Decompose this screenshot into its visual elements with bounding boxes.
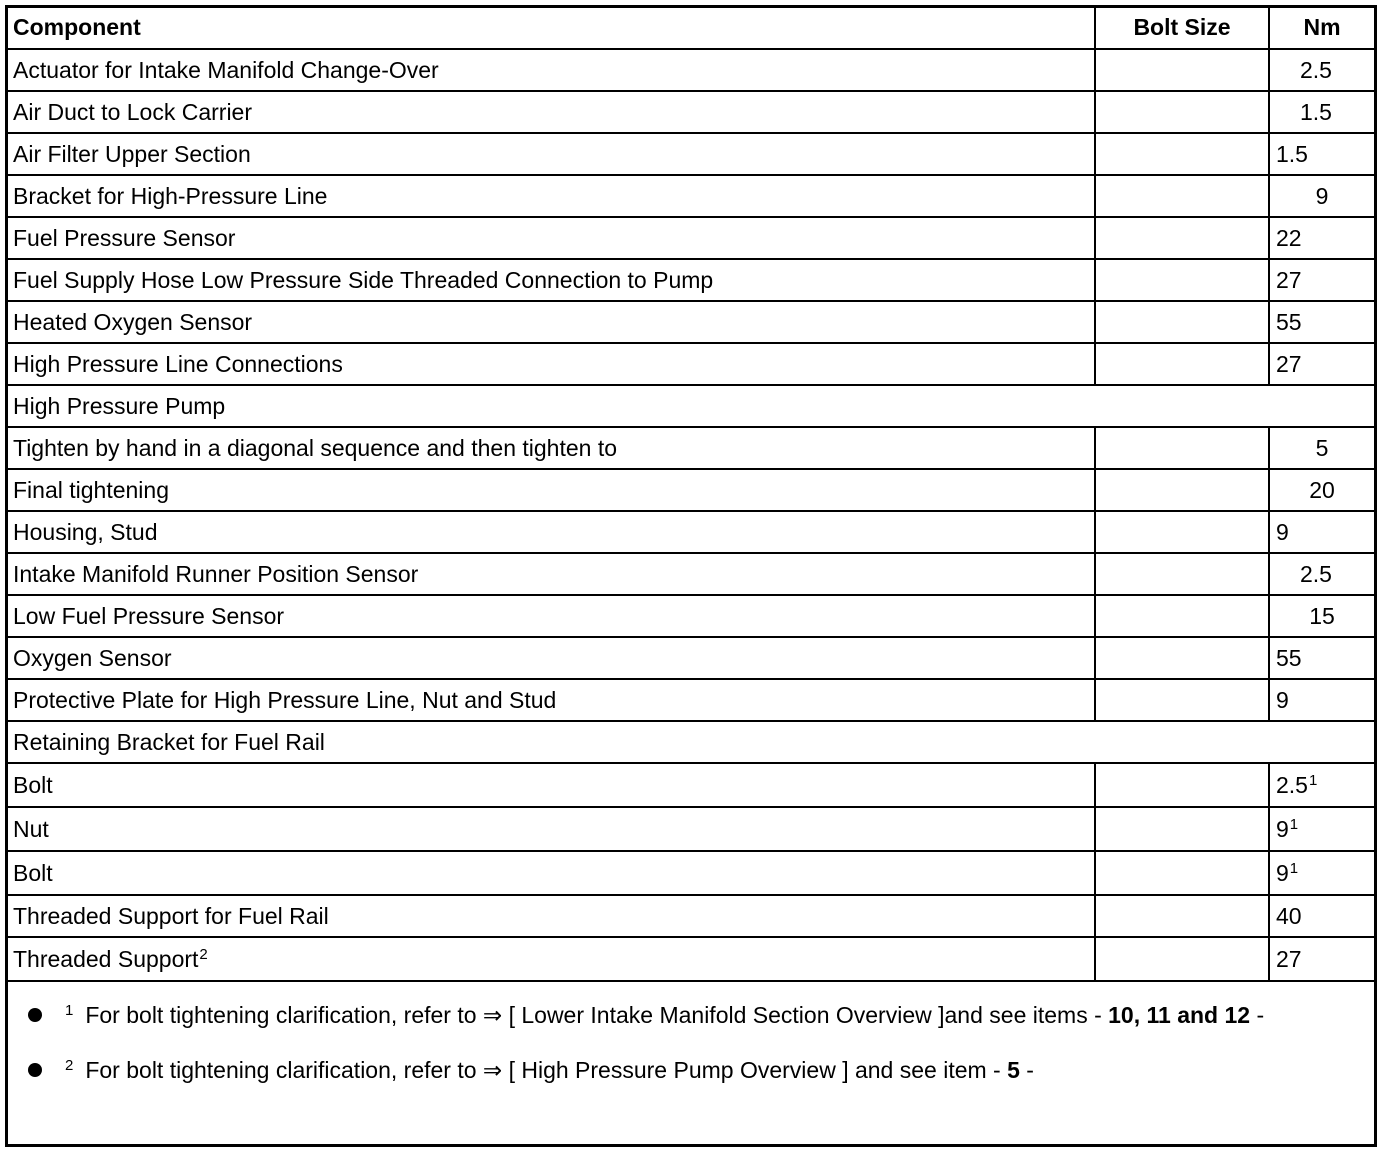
footnote-ref: 1 xyxy=(1289,859,1299,877)
cell-component: Air Filter Upper Section xyxy=(6,133,1095,175)
table-row xyxy=(6,217,1375,259)
header-nm: Nm xyxy=(1269,6,1375,49)
table-row xyxy=(6,133,1375,175)
table-row xyxy=(6,937,1375,981)
cell-component: Fuel Supply Hose Low Pressure Side Threaded Connection to Pump xyxy=(6,259,1095,301)
bullet-icon xyxy=(28,1008,42,1022)
footnote-item xyxy=(8,990,1374,1045)
cell-component xyxy=(6,937,1095,981)
footnote-body: For bolt tightening clarification, refer to ⇒ [ High Pressure Pump Overview ] and see item - xyxy=(85,1057,1008,1083)
footnote-ref: 1 xyxy=(1308,771,1318,789)
cell-bolt-size xyxy=(1095,427,1269,469)
cell-nm: 2.5 xyxy=(1269,49,1375,91)
cell-nm: 2.5 xyxy=(1269,553,1375,595)
table-row xyxy=(6,511,1375,553)
cell-nm: 1.5 xyxy=(1269,91,1375,133)
cell-component: Bracket for High-Pressure Line xyxy=(6,175,1095,217)
cell-bolt-size xyxy=(1095,553,1269,595)
cell-nm: 22 xyxy=(1269,217,1375,259)
cell-bolt-size xyxy=(1095,763,1269,807)
cell-nm: 27 xyxy=(1269,343,1375,385)
component-text: Threaded Support xyxy=(13,945,199,972)
table-row xyxy=(6,343,1375,385)
cell-bolt-size xyxy=(1095,637,1269,679)
cell-component: Oxygen Sensor xyxy=(6,637,1095,679)
cell-component: Tighten by hand in a diagonal sequence and then tighten to xyxy=(6,427,1095,469)
cell-nm xyxy=(1269,851,1375,895)
cell-nm: 15 xyxy=(1269,595,1375,637)
cell-nm: 9 xyxy=(1269,679,1375,721)
cell-bolt-size xyxy=(1095,175,1269,217)
table-row xyxy=(6,595,1375,637)
header-bolt-size: Bolt Size xyxy=(1095,6,1269,49)
nm-value: 2.5 xyxy=(1276,771,1308,798)
table-row xyxy=(6,49,1375,91)
cell-nm xyxy=(1269,807,1375,851)
cell-component: Nut xyxy=(6,807,1095,851)
table-row xyxy=(6,851,1375,895)
table-row xyxy=(6,259,1375,301)
cell-bolt-size xyxy=(1095,49,1269,91)
cell-component: Fuel Pressure Sensor xyxy=(6,217,1095,259)
nm-value: 9 xyxy=(1276,859,1289,886)
cell-bolt-size xyxy=(1095,937,1269,981)
footnote-number: 1 xyxy=(65,1002,74,1019)
cell-nm: 20 xyxy=(1269,469,1375,511)
table-row xyxy=(6,175,1375,217)
cell-nm: 5 xyxy=(1269,427,1375,469)
table-row xyxy=(6,679,1375,721)
table-row xyxy=(6,301,1375,343)
cell-bolt-size xyxy=(1095,259,1269,301)
table-row xyxy=(6,763,1375,807)
table-section-row xyxy=(6,385,1375,427)
torque-spec-table xyxy=(5,5,1376,982)
cell-bolt-size xyxy=(1095,343,1269,385)
table-section-row xyxy=(6,721,1375,763)
cell-component: Housing, Stud xyxy=(6,511,1095,553)
footnote-items: 5 xyxy=(1007,1057,1020,1083)
cell-component: Actuator for Intake Manifold Change-Over xyxy=(6,49,1095,91)
footnote-ref: 1 xyxy=(1289,815,1299,833)
cell-bolt-size xyxy=(1095,301,1269,343)
table-row xyxy=(6,91,1375,133)
header-component: Component xyxy=(6,6,1095,49)
cell-nm: 27 xyxy=(1269,259,1375,301)
cell-component: High Pressure Line Connections xyxy=(6,343,1095,385)
footnote-items: 10, 11 and 12 xyxy=(1108,1002,1251,1028)
table-row xyxy=(6,807,1375,851)
cell-bolt-size xyxy=(1095,679,1269,721)
cell-component: Final tightening xyxy=(6,469,1095,511)
cell-bolt-size xyxy=(1095,469,1269,511)
cell-bolt-size xyxy=(1095,133,1269,175)
cell-bolt-size xyxy=(1095,511,1269,553)
cell-component: Low Fuel Pressure Sensor xyxy=(6,595,1095,637)
footnotes xyxy=(8,990,1374,1100)
table-row xyxy=(6,427,1375,469)
cell-bolt-size xyxy=(1095,595,1269,637)
cell-nm: 40 xyxy=(1269,895,1375,937)
cell-component: Air Duct to Lock Carrier xyxy=(6,91,1095,133)
table-row xyxy=(6,895,1375,937)
cell-nm: 55 xyxy=(1269,637,1375,679)
footnote-tail: - xyxy=(1019,1057,1034,1083)
table-row xyxy=(6,553,1375,595)
cell-nm: 9 xyxy=(1269,511,1375,553)
footnote-tail: - xyxy=(1250,1002,1265,1028)
cell-component: Bolt xyxy=(6,763,1095,807)
cell-component: Threaded Support for Fuel Rail xyxy=(6,895,1095,937)
footnote-body: For bolt tightening clarification, refer to ⇒ [ Lower Intake Manifold Section Overview ]and see items - xyxy=(85,1002,1109,1028)
table-row xyxy=(6,637,1375,679)
bullet-icon xyxy=(28,1063,42,1077)
cell-nm: 1.5 xyxy=(1269,133,1375,175)
cell-nm: 55 xyxy=(1269,301,1375,343)
cell-component: Heated Oxygen Sensor xyxy=(6,301,1095,343)
cell-bolt-size xyxy=(1095,91,1269,133)
footnote-number: 2 xyxy=(65,1057,74,1074)
cell-component: Bolt xyxy=(6,851,1095,895)
table-header-row xyxy=(6,6,1375,49)
section-heading: High Pressure Pump xyxy=(6,385,1375,427)
cell-bolt-size xyxy=(1095,217,1269,259)
cell-nm xyxy=(1269,763,1375,807)
cell-bolt-size xyxy=(1095,807,1269,851)
footnote-text xyxy=(64,1057,1034,1084)
table-row xyxy=(6,469,1375,511)
cell-component: Intake Manifold Runner Position Sensor xyxy=(6,553,1095,595)
footnote-item xyxy=(8,1045,1374,1100)
cell-bolt-size xyxy=(1095,851,1269,895)
footnote-text xyxy=(64,1002,1264,1029)
cell-bolt-size xyxy=(1095,895,1269,937)
cell-nm: 27 xyxy=(1269,937,1375,981)
cell-component: Protective Plate for High Pressure Line, Nut and Stud xyxy=(6,679,1095,721)
footnote-ref: 2 xyxy=(199,945,208,963)
section-heading: Retaining Bracket for Fuel Rail xyxy=(6,721,1375,763)
nm-value: 9 xyxy=(1276,815,1289,842)
cell-nm: 9 xyxy=(1269,175,1375,217)
